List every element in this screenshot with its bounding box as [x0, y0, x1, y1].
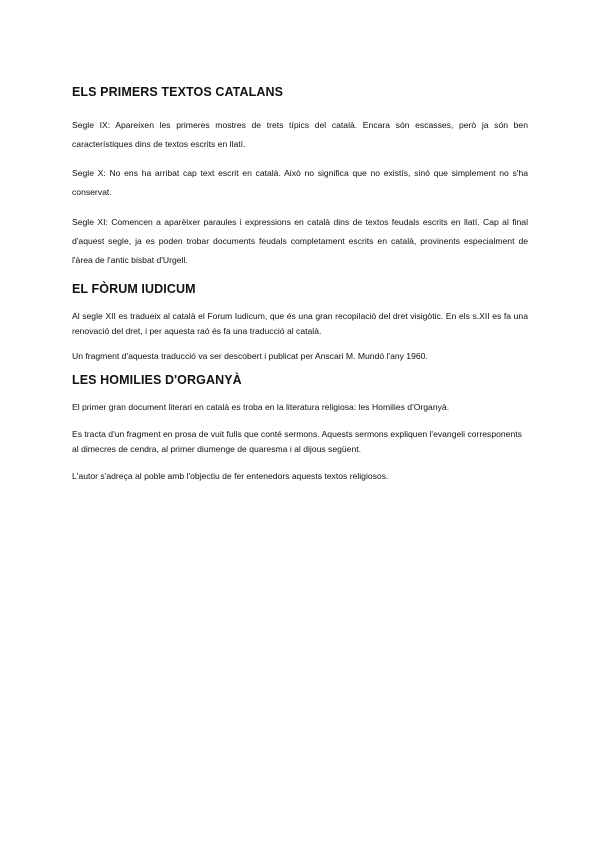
paragraph-homilies-document: El primer gran document literari en català es troba en la literatura religiosa: les Homilies d'Organyà. [72, 402, 450, 412]
paragraph-homilies-sermons: Es tracta d'un fragment en prosa de vuit fulls que conté sermons. Aquests sermons expliquen l'evangeli corresponents al dimecres de cendra, al primer diumenge de quaresma i al dijous següent. [72, 429, 522, 454]
paragraph-segle-x: Segle X: No ens ha arribat cap text escrit en català. Això no significa que no existís, sinó que simplement no s'ha conservat. [72, 168, 528, 197]
section-heading-forum-iudicum: EL FÒRUM IUDICUM [72, 282, 196, 296]
paragraph-segle-xi: Segle XI: Comencen a aparèixer paraules i expressions en català dins de textos feudals escrits en llatí. Cap al final d'aquest segle, ja es poden trobar documents feudals completament escrits en català, provinents especialment de l'àrea de l'antic bisbat d'Urgell. [72, 217, 528, 265]
section-heading-primers-textos: ELS PRIMERS TEXTOS CATALANS [72, 85, 284, 99]
section-heading-homilies-organya: LES HOMILIES D'ORGANYÀ [72, 373, 242, 387]
paragraph-homilies-autor: L'autor s'adreça al poble amb l'objectiu de fer entenedors aquests textos religiosos. [72, 471, 389, 481]
paragraph-segle-ix: Segle IX: Apareixen les primeres mostres de trets típics del català. Encara són escasses, però ja són ben característiques dins de textos escrits en llatí. [72, 120, 528, 149]
paragraph-forum-fragment: Un fragment d'aquesta traducció va ser descobert i publicat per Anscari M. Mundó l'any 1960. [72, 351, 428, 361]
paragraph-forum-traduccio: Al segle XII es tradueix al català el Forum Iudicum, que és una gran recopilació del dret visigòtic. En els s.XII es fa una renovació del dret, i per aquesta raó és fa una traducció al català. [72, 311, 528, 336]
